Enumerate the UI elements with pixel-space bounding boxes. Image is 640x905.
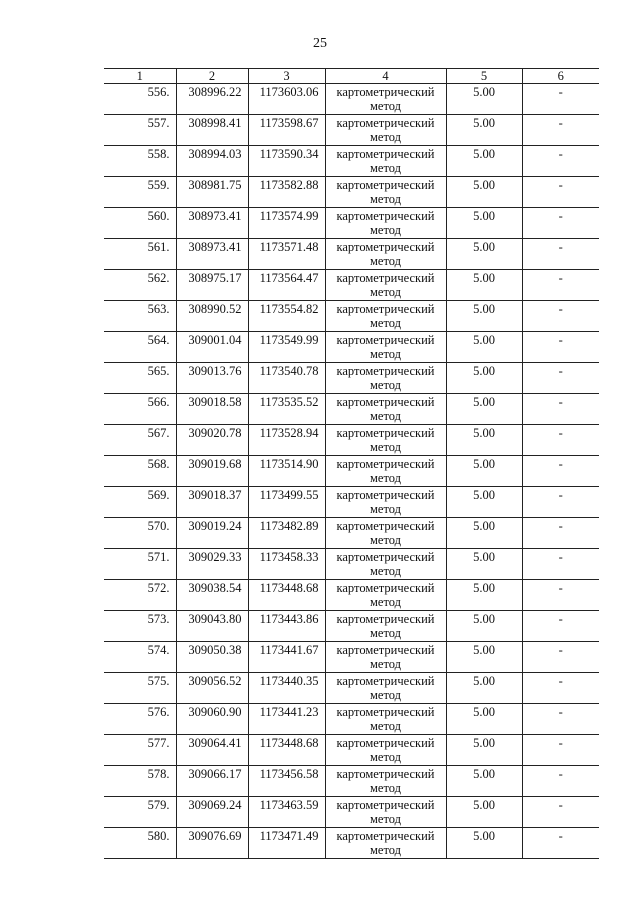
coordinate-y-cell: 1173441.23 bbox=[248, 704, 325, 735]
accuracy-cell: 5.00 bbox=[446, 487, 522, 518]
method-line-1: картометрический bbox=[336, 798, 435, 812]
coordinate-y-cell: 1173514.90 bbox=[248, 456, 325, 487]
method-cell bbox=[325, 239, 446, 270]
coordinate-y-cell: 1173443.86 bbox=[248, 611, 325, 642]
accuracy-cell: 5.00 bbox=[446, 580, 522, 611]
coordinate-y-cell: 1173590.34 bbox=[248, 146, 325, 177]
table-row bbox=[104, 84, 599, 115]
coordinate-y-cell: 1173448.68 bbox=[248, 580, 325, 611]
method-line-1: картометрический bbox=[336, 426, 435, 440]
coordinate-y-cell: 1173499.55 bbox=[248, 487, 325, 518]
header-row bbox=[104, 69, 599, 84]
accuracy-cell: 5.00 bbox=[446, 84, 522, 115]
table-row bbox=[104, 177, 599, 208]
point-number-cell: 573. bbox=[104, 611, 176, 642]
method-line-1: картометрический bbox=[336, 488, 435, 502]
table-row bbox=[104, 797, 599, 828]
method-cell bbox=[325, 518, 446, 549]
method-line-2: метод bbox=[369, 378, 401, 392]
coordinate-x-cell: 309064.41 bbox=[176, 735, 248, 766]
method-line-2: метод bbox=[369, 99, 401, 113]
coordinate-x-cell: 309018.58 bbox=[176, 394, 248, 425]
coordinate-y-cell: 1173440.35 bbox=[248, 673, 325, 704]
table-header bbox=[104, 69, 599, 84]
point-number-cell: 580. bbox=[104, 828, 176, 859]
table-row bbox=[104, 828, 599, 859]
coordinate-y-cell: 1173540.78 bbox=[248, 363, 325, 394]
note-cell: - bbox=[522, 332, 599, 363]
method-cell bbox=[325, 735, 446, 766]
table-row bbox=[104, 766, 599, 797]
coordinate-x-cell: 309019.24 bbox=[176, 518, 248, 549]
method-line-2: метод bbox=[369, 440, 401, 454]
note-cell: - bbox=[522, 735, 599, 766]
method-line-1: картометрический bbox=[336, 519, 435, 533]
table-row bbox=[104, 301, 599, 332]
method-line-1: картометрический bbox=[336, 85, 435, 99]
method-line-2: метод bbox=[369, 254, 401, 268]
note-cell: - bbox=[522, 425, 599, 456]
method-cell bbox=[325, 642, 446, 673]
note-cell: - bbox=[522, 301, 599, 332]
coordinate-x-cell: 309043.80 bbox=[176, 611, 248, 642]
coordinate-x-cell: 309029.33 bbox=[176, 549, 248, 580]
method-line-1: картометрический bbox=[336, 116, 435, 130]
point-number-cell: 565. bbox=[104, 363, 176, 394]
coordinate-x-cell: 309076.69 bbox=[176, 828, 248, 859]
coordinate-x-cell: 309018.37 bbox=[176, 487, 248, 518]
accuracy-cell: 5.00 bbox=[446, 549, 522, 580]
method-cell bbox=[325, 270, 446, 301]
table-row bbox=[104, 580, 599, 611]
point-number-cell: 576. bbox=[104, 704, 176, 735]
method-line-2: метод bbox=[369, 657, 401, 671]
method-cell bbox=[325, 84, 446, 115]
note-cell: - bbox=[522, 84, 599, 115]
point-number-cell: 578. bbox=[104, 766, 176, 797]
column-header-5: 5 bbox=[446, 69, 522, 84]
table-row bbox=[104, 549, 599, 580]
note-cell: - bbox=[522, 239, 599, 270]
method-line-1: картометрический bbox=[336, 457, 435, 471]
method-line-1: картометрический bbox=[336, 178, 435, 192]
column-header-4: 4 bbox=[325, 69, 446, 84]
method-line-2: метод bbox=[369, 409, 401, 423]
method-line-2: метод bbox=[369, 781, 401, 795]
method-line-2: метод bbox=[369, 471, 401, 485]
table-row bbox=[104, 394, 599, 425]
method-cell bbox=[325, 580, 446, 611]
coordinate-y-cell: 1173564.47 bbox=[248, 270, 325, 301]
table-row bbox=[104, 735, 599, 766]
coordinate-y-cell: 1173549.99 bbox=[248, 332, 325, 363]
accuracy-cell: 5.00 bbox=[446, 704, 522, 735]
method-cell bbox=[325, 704, 446, 735]
coordinate-y-cell: 1173448.68 bbox=[248, 735, 325, 766]
accuracy-cell: 5.00 bbox=[446, 332, 522, 363]
method-line-1: картометрический bbox=[336, 829, 435, 843]
method-cell bbox=[325, 177, 446, 208]
method-line-2: метод bbox=[369, 502, 401, 516]
coordinate-x-cell: 308998.41 bbox=[176, 115, 248, 146]
point-number-cell: 556. bbox=[104, 84, 176, 115]
method-line-2: метод bbox=[369, 130, 401, 144]
accuracy-cell: 5.00 bbox=[446, 301, 522, 332]
accuracy-cell: 5.00 bbox=[446, 394, 522, 425]
method-line-2: метод bbox=[369, 347, 401, 361]
column-header-1: 1 bbox=[104, 69, 176, 84]
coordinate-x-cell: 308981.75 bbox=[176, 177, 248, 208]
method-cell bbox=[325, 301, 446, 332]
method-line-1: картометрический bbox=[336, 209, 435, 223]
coordinate-x-cell: 308975.17 bbox=[176, 270, 248, 301]
method-line-1: картометрический bbox=[336, 147, 435, 161]
note-cell: - bbox=[522, 828, 599, 859]
method-line-1: картометрический bbox=[336, 395, 435, 409]
note-cell: - bbox=[522, 797, 599, 828]
method-line-1: картометрический bbox=[336, 240, 435, 254]
note-cell: - bbox=[522, 394, 599, 425]
table-row bbox=[104, 487, 599, 518]
coordinate-y-cell: 1173441.67 bbox=[248, 642, 325, 673]
accuracy-cell: 5.00 bbox=[446, 115, 522, 146]
coordinate-y-cell: 1173456.58 bbox=[248, 766, 325, 797]
table-row bbox=[104, 239, 599, 270]
point-number-cell: 570. bbox=[104, 518, 176, 549]
accuracy-cell: 5.00 bbox=[446, 270, 522, 301]
coordinate-x-cell: 309019.68 bbox=[176, 456, 248, 487]
coordinate-x-cell: 308994.03 bbox=[176, 146, 248, 177]
coordinate-x-cell: 308973.41 bbox=[176, 239, 248, 270]
accuracy-cell: 5.00 bbox=[446, 735, 522, 766]
accuracy-cell: 5.00 bbox=[446, 146, 522, 177]
table-body bbox=[104, 84, 599, 859]
method-line-2: метод bbox=[369, 316, 401, 330]
coordinate-x-cell: 309013.76 bbox=[176, 363, 248, 394]
note-cell: - bbox=[522, 456, 599, 487]
coordinate-y-cell: 1173458.33 bbox=[248, 549, 325, 580]
method-cell bbox=[325, 456, 446, 487]
coordinate-x-cell: 309001.04 bbox=[176, 332, 248, 363]
note-cell: - bbox=[522, 270, 599, 301]
method-line-2: метод bbox=[369, 626, 401, 640]
table-row bbox=[104, 704, 599, 735]
accuracy-cell: 5.00 bbox=[446, 177, 522, 208]
method-line-1: картометрический bbox=[336, 705, 435, 719]
accuracy-cell: 5.00 bbox=[446, 456, 522, 487]
method-line-2: метод bbox=[369, 843, 401, 857]
table-row bbox=[104, 363, 599, 394]
method-line-2: метод bbox=[369, 223, 401, 237]
coordinates-table bbox=[104, 68, 599, 859]
accuracy-cell: 5.00 bbox=[446, 611, 522, 642]
coordinate-y-cell: 1173535.52 bbox=[248, 394, 325, 425]
point-number-cell: 567. bbox=[104, 425, 176, 456]
point-number-cell: 561. bbox=[104, 239, 176, 270]
method-line-1: картометрический bbox=[336, 767, 435, 781]
coordinate-y-cell: 1173598.67 bbox=[248, 115, 325, 146]
method-line-2: метод bbox=[369, 285, 401, 299]
note-cell: - bbox=[522, 518, 599, 549]
column-header-2: 2 bbox=[176, 69, 248, 84]
point-number-cell: 577. bbox=[104, 735, 176, 766]
accuracy-cell: 5.00 bbox=[446, 208, 522, 239]
coordinate-y-cell: 1173571.48 bbox=[248, 239, 325, 270]
note-cell: - bbox=[522, 673, 599, 704]
table-row bbox=[104, 673, 599, 704]
method-cell bbox=[325, 363, 446, 394]
method-line-1: картометрический bbox=[336, 333, 435, 347]
method-line-2: метод bbox=[369, 564, 401, 578]
note-cell: - bbox=[522, 642, 599, 673]
accuracy-cell: 5.00 bbox=[446, 642, 522, 673]
column-header-6: 6 bbox=[522, 69, 599, 84]
point-number-cell: 557. bbox=[104, 115, 176, 146]
point-number-cell: 564. bbox=[104, 332, 176, 363]
coordinate-y-cell: 1173582.88 bbox=[248, 177, 325, 208]
coordinate-y-cell: 1173554.82 bbox=[248, 301, 325, 332]
accuracy-cell: 5.00 bbox=[446, 673, 522, 704]
method-cell bbox=[325, 549, 446, 580]
coordinate-x-cell: 308996.22 bbox=[176, 84, 248, 115]
page-number: 25 bbox=[313, 36, 327, 51]
method-cell bbox=[325, 425, 446, 456]
method-cell bbox=[325, 115, 446, 146]
method-line-1: картометрический bbox=[336, 550, 435, 564]
table-row bbox=[104, 611, 599, 642]
point-number-cell: 575. bbox=[104, 673, 176, 704]
coordinate-y-cell: 1173528.94 bbox=[248, 425, 325, 456]
coordinate-y-cell: 1173471.49 bbox=[248, 828, 325, 859]
method-cell bbox=[325, 208, 446, 239]
method-line-1: картометрический bbox=[336, 364, 435, 378]
coordinate-y-cell: 1173482.89 bbox=[248, 518, 325, 549]
coordinate-x-cell: 309050.38 bbox=[176, 642, 248, 673]
method-cell bbox=[325, 146, 446, 177]
method-cell bbox=[325, 673, 446, 704]
method-line-2: метод bbox=[369, 812, 401, 826]
method-line-2: метод bbox=[369, 750, 401, 764]
method-line-1: картометрический bbox=[336, 643, 435, 657]
method-line-2: метод bbox=[369, 533, 401, 547]
method-line-1: картометрический bbox=[336, 674, 435, 688]
accuracy-cell: 5.00 bbox=[446, 363, 522, 394]
note-cell: - bbox=[522, 704, 599, 735]
method-line-2: метод bbox=[369, 719, 401, 733]
point-number-cell: 562. bbox=[104, 270, 176, 301]
method-cell bbox=[325, 797, 446, 828]
coordinate-y-cell: 1173463.59 bbox=[248, 797, 325, 828]
accuracy-cell: 5.00 bbox=[446, 797, 522, 828]
method-line-2: метод bbox=[369, 161, 401, 175]
point-number-cell: 572. bbox=[104, 580, 176, 611]
coordinate-x-cell: 309069.24 bbox=[176, 797, 248, 828]
coordinate-x-cell: 309020.78 bbox=[176, 425, 248, 456]
coordinate-x-cell: 309066.17 bbox=[176, 766, 248, 797]
note-cell: - bbox=[522, 208, 599, 239]
method-line-1: картометрический bbox=[336, 736, 435, 750]
point-number-cell: 569. bbox=[104, 487, 176, 518]
method-line-1: картометрический bbox=[336, 581, 435, 595]
method-cell bbox=[325, 766, 446, 797]
method-cell bbox=[325, 487, 446, 518]
method-cell bbox=[325, 332, 446, 363]
point-number-cell: 568. bbox=[104, 456, 176, 487]
table-row bbox=[104, 425, 599, 456]
point-number-cell: 559. bbox=[104, 177, 176, 208]
method-line-2: метод bbox=[369, 192, 401, 206]
table-row bbox=[104, 332, 599, 363]
accuracy-cell: 5.00 bbox=[446, 239, 522, 270]
coordinate-x-cell: 309056.52 bbox=[176, 673, 248, 704]
point-number-cell: 579. bbox=[104, 797, 176, 828]
note-cell: - bbox=[522, 177, 599, 208]
table-row bbox=[104, 518, 599, 549]
table-row bbox=[104, 270, 599, 301]
column-header-3: 3 bbox=[248, 69, 325, 84]
note-cell: - bbox=[522, 549, 599, 580]
method-line-1: картометрический bbox=[336, 302, 435, 316]
table-row bbox=[104, 642, 599, 673]
coordinate-x-cell: 308973.41 bbox=[176, 208, 248, 239]
coordinate-x-cell: 309060.90 bbox=[176, 704, 248, 735]
note-cell: - bbox=[522, 115, 599, 146]
table-row bbox=[104, 146, 599, 177]
point-number-cell: 558. bbox=[104, 146, 176, 177]
note-cell: - bbox=[522, 487, 599, 518]
note-cell: - bbox=[522, 363, 599, 394]
note-cell: - bbox=[522, 580, 599, 611]
point-number-cell: 574. bbox=[104, 642, 176, 673]
accuracy-cell: 5.00 bbox=[446, 518, 522, 549]
coordinate-y-cell: 1173603.06 bbox=[248, 84, 325, 115]
method-line-2: метод bbox=[369, 688, 401, 702]
table-row bbox=[104, 115, 599, 146]
coordinate-x-cell: 308990.52 bbox=[176, 301, 248, 332]
accuracy-cell: 5.00 bbox=[446, 766, 522, 797]
coordinate-x-cell: 309038.54 bbox=[176, 580, 248, 611]
coordinate-y-cell: 1173574.99 bbox=[248, 208, 325, 239]
table-row bbox=[104, 456, 599, 487]
note-cell: - bbox=[522, 766, 599, 797]
accuracy-cell: 5.00 bbox=[446, 425, 522, 456]
point-number-cell: 560. bbox=[104, 208, 176, 239]
note-cell: - bbox=[522, 611, 599, 642]
method-line-2: метод bbox=[369, 595, 401, 609]
table-row bbox=[104, 208, 599, 239]
accuracy-cell: 5.00 bbox=[446, 828, 522, 859]
method-cell bbox=[325, 828, 446, 859]
point-number-cell: 563. bbox=[104, 301, 176, 332]
point-number-cell: 571. bbox=[104, 549, 176, 580]
method-cell bbox=[325, 611, 446, 642]
method-line-1: картометрический bbox=[336, 612, 435, 626]
note-cell: - bbox=[522, 146, 599, 177]
method-line-1: картометрический bbox=[336, 271, 435, 285]
point-number-cell: 566. bbox=[104, 394, 176, 425]
method-cell bbox=[325, 394, 446, 425]
